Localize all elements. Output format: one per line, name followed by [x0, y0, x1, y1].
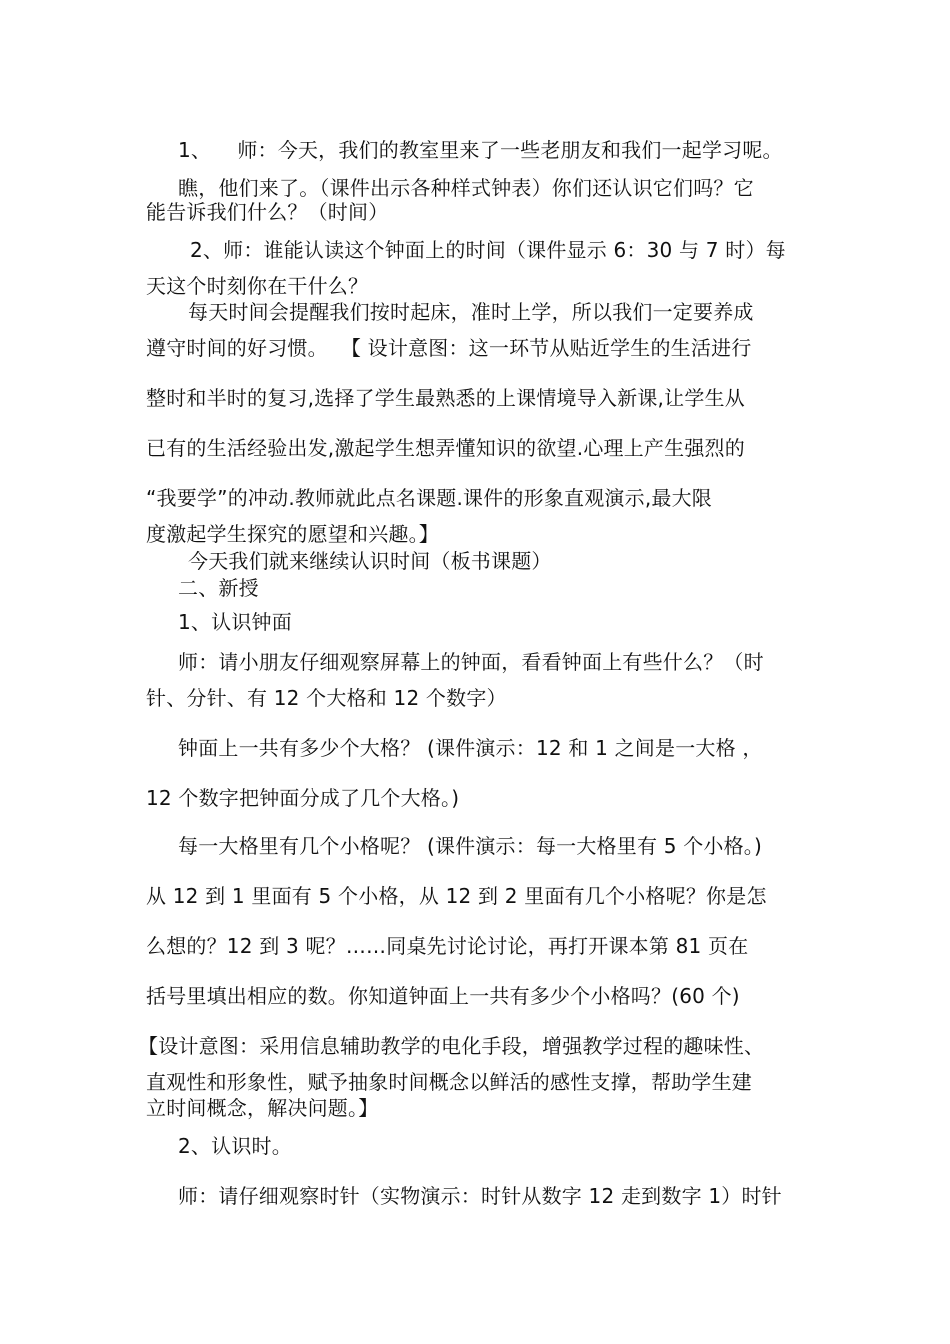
text-line: 师：请仔细观察时针（实物演示：时针从数字 12 走到数字 1）时针: [178, 1184, 782, 1208]
text-line: 12 个数字把钟面分成了几个大格。): [146, 786, 460, 810]
text-line: 么想的？12 到 3 呢？……同桌先讨论讨论，再打开课本第 81 页在: [146, 934, 749, 958]
text-line: 1、 师：今天，我们的教室里来了一些老朋友和我们一起学习呢。: [178, 138, 783, 162]
text-line: 整时和半时的复习,选择了学生最熟悉的上课情境导入新课,让学生从: [146, 386, 745, 410]
text-line: 立时间概念，解决问题。】: [146, 1096, 379, 1120]
text-line: 瞧，他们来了。（课件出示各种样式钟表）你们还认识它们吗？它: [178, 176, 754, 200]
text-line: 师：请小朋友仔细观察屏幕上的钟面，看看钟面上有些什么？（时: [178, 650, 764, 674]
text-line: 2、师：谁能认读这个钟面上的时间（课件显示 6：30 与 7 时）每: [190, 238, 786, 262]
text-line: 每天时间会提醒我们按时起床，准时上学，所以我们一定要养成: [188, 300, 754, 324]
text-line: 今天我们就来继续认识时间（板书课题）: [188, 549, 552, 573]
text-line: 【设计意图：采用信息辅助教学的电化手段，增强教学过程的趣味性、: [138, 1034, 765, 1058]
text-line: 度激起学生探究的愿望和兴趣。】: [146, 522, 439, 546]
text-line: 每一大格里有几个小格呢？ (课件演示：每一大格里有 5 个小格。): [178, 834, 763, 858]
text-line: 针、分针、有 12 个大格和 12 个数字）: [146, 686, 507, 710]
subsection-heading: 1、认识钟面: [178, 610, 292, 634]
text-line: 钟面上一共有多少个大格？ (课件演示：12 和 1 之间是一大格 ，: [178, 736, 763, 760]
text-line: 从 12 到 1 里面有 5 个小格，从 12 到 2 里面有几个小格呢？你是怎: [146, 884, 767, 908]
text-line: 天这个时刻你在干什么？: [146, 274, 369, 298]
subsection-heading: 2、认识时。: [178, 1134, 292, 1158]
text-line: 能告诉我们什么？（时间）: [146, 200, 389, 224]
text-line: 已有的生活经验出发,激起学生想弄懂知识的欲望.心理上产生强烈的: [146, 436, 745, 460]
text-line: 括号里填出相应的数。你知道钟面上一共有多少个小格吗？(60 个): [146, 984, 740, 1008]
text-line: “我要学”的冲动.教师就此点名课题.课件的形象直观演示,最大限: [146, 486, 712, 510]
text-line: 遵守时间的好习惯。 【 设计意图：这一环节从贴近学生的生活进行: [146, 336, 752, 360]
text-line: 直观性和形象性，赋予抽象时间概念以鲜活的感性支撑，帮助学生建: [146, 1070, 752, 1094]
section-heading: 二、新授: [178, 576, 259, 600]
